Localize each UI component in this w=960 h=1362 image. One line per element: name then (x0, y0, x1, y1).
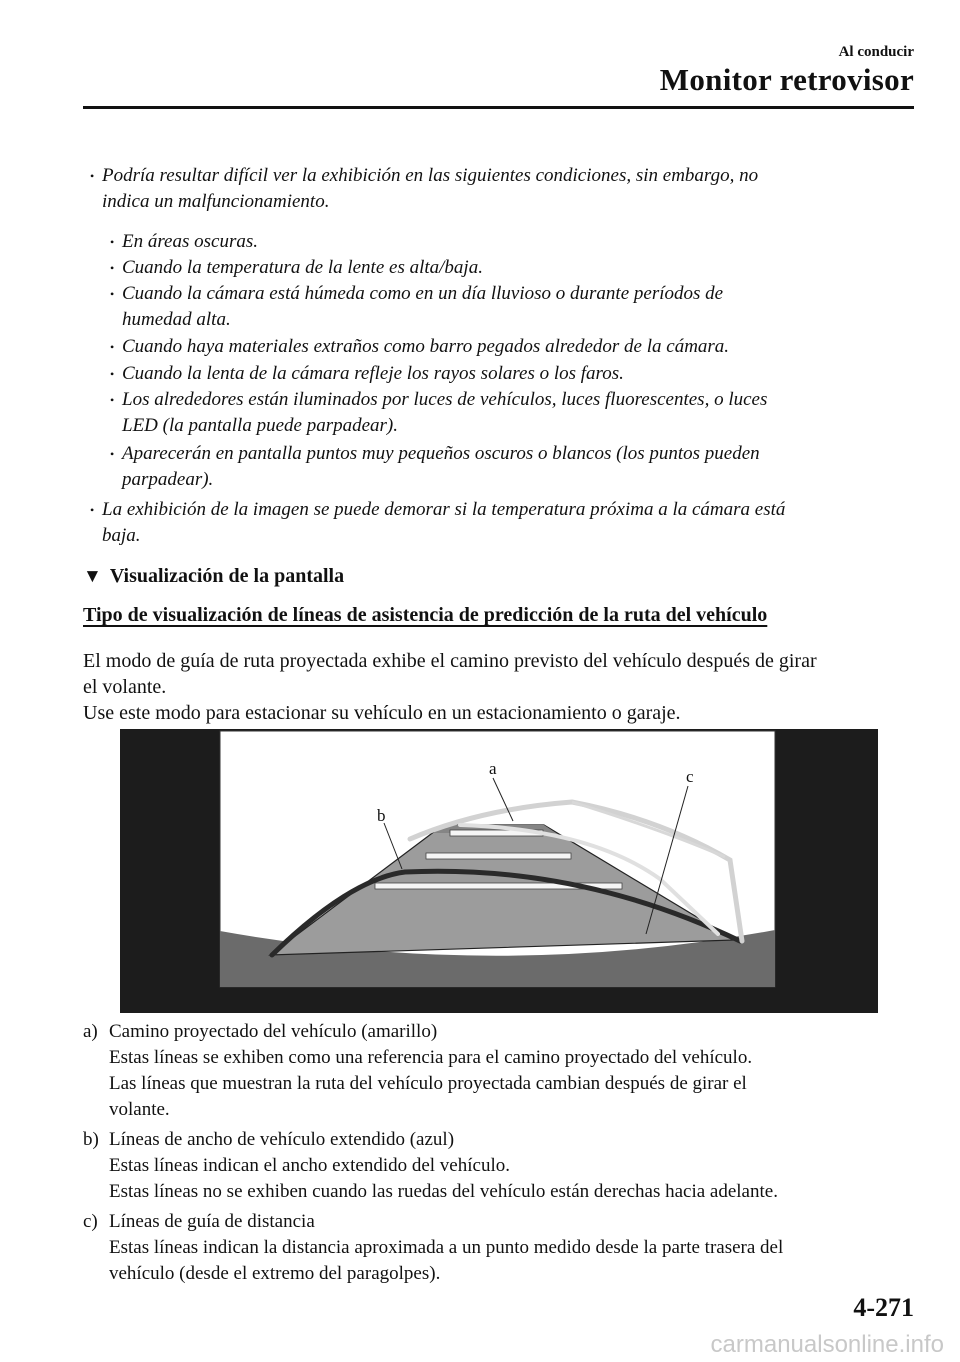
triangle-down-icon: ▼ (83, 566, 102, 587)
sub-list-item (110, 255, 483, 281)
sub-list-item (110, 441, 760, 467)
sub-list-item (110, 334, 730, 360)
list-item-text: Cuando la lenta de la cámara refleje los rayos solares o los faros. (122, 363, 624, 384)
bullet-dot: • (110, 287, 115, 301)
list-item-text: LED (la pantalla puede parpadear). (122, 415, 399, 436)
bullet-dot: • (90, 169, 95, 183)
figure-label-c: c (686, 767, 694, 786)
list-item-text: La exhibición de la imagen se puede demorar si la temperatura próxima a la cámara está (102, 499, 786, 520)
legend-title: Camino proyectado del vehículo (amarillo) (109, 1021, 438, 1042)
list-item-text: baja. (102, 525, 141, 546)
legend-description: Las líneas que muestran la ruta del vehículo proyectada cambian después de girar el (109, 1073, 747, 1094)
rear-view-monitor-figure (120, 729, 878, 1013)
bullet-dot: • (110, 261, 115, 275)
list-item-text: Cuando haya materiales extraños como barro pegados alrededor de la cámara. (122, 336, 730, 357)
section-heading-text: Visualización de la pantalla (109, 565, 345, 587)
list-item-text: En áreas oscuras. (122, 231, 258, 252)
list-item-text: indica un malfuncionamiento. (102, 191, 330, 212)
legend-description: Estas líneas indican el ancho extendido del vehículo. (109, 1155, 510, 1176)
sub-list-item (110, 387, 768, 413)
sub-list-item (110, 229, 258, 255)
paragraph-line: Use este modo para estacionar su vehículo en un estacionamiento o garaje. (83, 702, 681, 724)
list-item-continuation (102, 523, 141, 549)
sub-list-item (110, 281, 724, 307)
list-item-text: Podría resultar difícil ver la exhibición en las siguientes condiciones, sin embargo, no (102, 165, 759, 186)
bullet-dot: • (110, 367, 115, 381)
list-item (90, 497, 786, 523)
legend-title: Líneas de guía de distancia (109, 1211, 315, 1232)
legend-description: vehículo (desde el extremo del paragolpes). (109, 1263, 441, 1284)
watermark: carmanualsonline.info (710, 1331, 944, 1358)
sub-list-item-continuation (122, 467, 213, 493)
page-title: Monitor retrovisor (659, 62, 914, 97)
bullet-dot: • (110, 393, 115, 407)
section-heading (83, 565, 344, 588)
paragraph-line: el volante. (83, 676, 167, 698)
sub-list-item-continuation (122, 413, 398, 439)
legend-description: Estas líneas se exhiben como una referencia para el camino proyectado del vehículo. (109, 1047, 753, 1068)
distance-guide-line (426, 853, 571, 859)
list-item (90, 163, 759, 189)
list-item-text: Cuando la cámara está húmeda como en un día lluvioso o durante períodos de (122, 283, 724, 304)
list-item-text: parpadear). (122, 469, 214, 490)
list-item-text: Aparecerán en pantalla puntos muy pequeños oscuros o blancos (los puntos pueden (122, 443, 760, 464)
bullet-dot: • (90, 503, 95, 517)
paragraph-line: El modo de guía de ruta proyectada exhibe el camino previsto del vehículo después de girar (83, 650, 817, 672)
sub-list-item-continuation (122, 307, 231, 333)
figure-label-b: b (377, 806, 386, 825)
list-item-text: Cuando la temperatura de la lente es alta/baja. (122, 257, 483, 278)
header-rule (83, 106, 914, 109)
legend-letter: c) (83, 1211, 98, 1232)
bullet-dot: • (110, 340, 115, 354)
list-item-continuation (102, 189, 329, 215)
legend-title: Líneas de ancho de vehículo extendido (azul) (109, 1129, 455, 1150)
bullet-dot: • (110, 235, 115, 249)
figure-label-a: a (489, 759, 497, 778)
legend-description: Estas líneas indican la distancia aproximada a un punto medido desde la parte trasera del (109, 1237, 784, 1258)
list-item-text: Los alrededores están iluminados por luces de vehículos, luces fluorescentes, o luces (122, 389, 768, 410)
running-header-section: Al conducir (838, 44, 914, 60)
bullet-dot: • (110, 447, 115, 461)
list-item-text: humedad alta. (122, 309, 231, 330)
legend-letter: b) (83, 1129, 99, 1150)
page-number: 4-271 (853, 1293, 914, 1322)
sub-list-item (110, 361, 624, 387)
legend-description: Estas líneas no se exhiben cuando las ruedas del vehículo están derechas hacia adelante. (109, 1181, 778, 1202)
legend-description: volante. (109, 1099, 170, 1120)
subheading: Tipo de visualización de líneas de asistencia de predicción de la ruta del vehículo (83, 604, 768, 626)
legend-letter: a) (83, 1021, 98, 1042)
